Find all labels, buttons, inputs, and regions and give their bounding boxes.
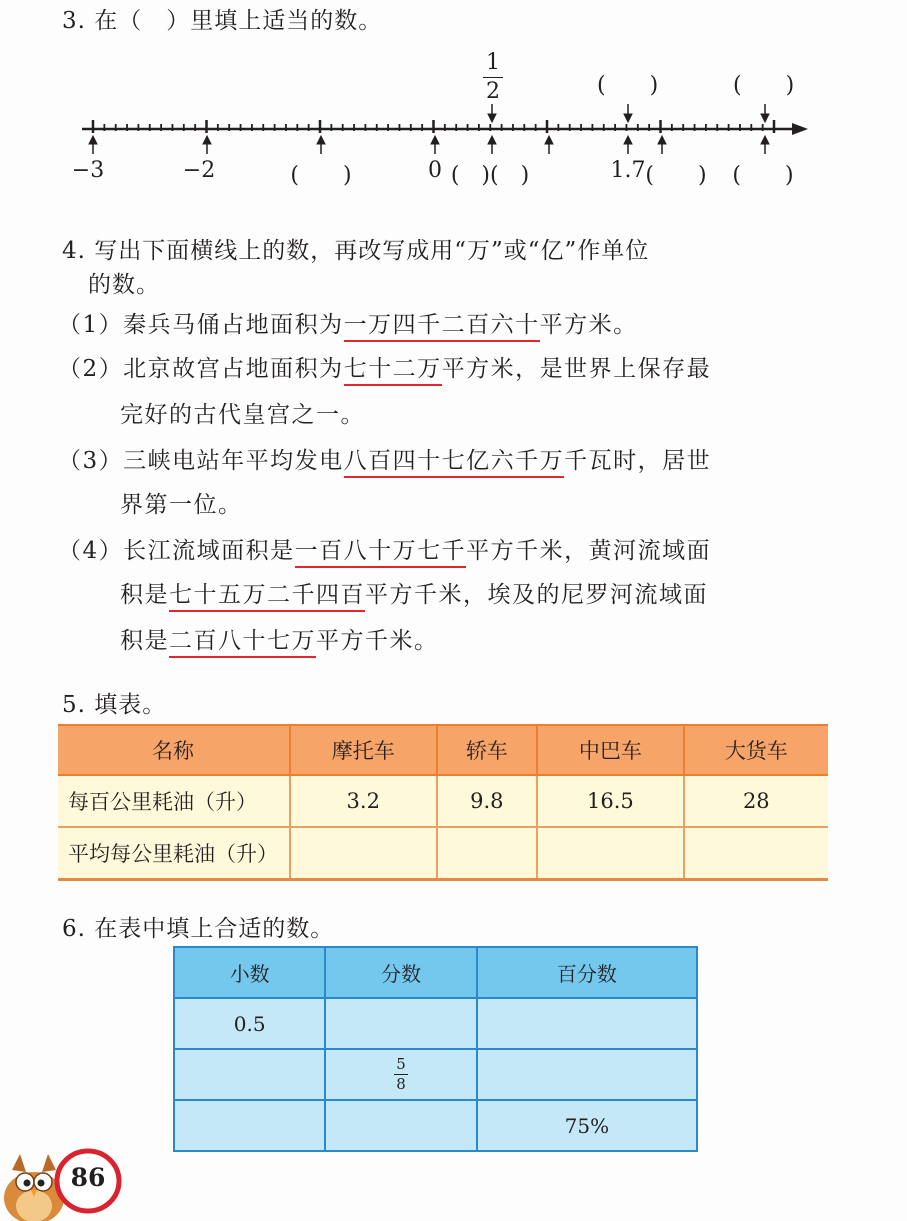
header-fraction: 分数 <box>325 947 476 998</box>
label-minus-3: −3 <box>71 158 105 183</box>
label-zero: 0 <box>428 158 442 183</box>
row-label-per-100km: 每百公里耗油（升） <box>58 775 290 827</box>
q4-item-3-line2: 界第一位。 <box>120 492 243 518</box>
q4-item-2: （2）北京故宫占地面积为七十二万平方米，是世界上保存最 <box>58 350 711 383</box>
number-line-ticks <box>93 120 774 133</box>
label-minus-2: −2 <box>182 158 216 183</box>
header-name: 名称 <box>58 725 290 775</box>
pointer-arrowhead <box>89 136 97 144</box>
value-minibus: 16.5 <box>537 775 684 827</box>
fraction-one-half <box>483 52 503 103</box>
fraction-value: $\frac{5}{8}$ <box>325 1049 476 1100</box>
pointer-arrowhead <box>761 136 769 144</box>
underlined-number: 七十二万 <box>344 356 442 386</box>
underlined-number: 一百八十万七千 <box>295 538 467 568</box>
fraction-denominator: 2 <box>486 79 500 104</box>
blank-below-4: ( ) <box>732 163 794 188</box>
value-car: 9.8 <box>437 775 538 827</box>
empty-cell <box>437 827 538 880</box>
pointer-arrowhead <box>658 136 666 144</box>
pointer-arrowhead <box>431 136 439 144</box>
empty-cell <box>174 1100 325 1151</box>
blank-below-2: ( )( ) <box>450 163 530 188</box>
empty-cell <box>537 827 684 880</box>
underlined-number: 七十五万二千四百 <box>169 582 365 612</box>
blank-above-1: ( ) <box>597 73 659 98</box>
blank-below-1: ( ) <box>290 163 352 188</box>
q4-item-4: （4）长江流域面积是一百八十万七千平方千米，黄河流域面 <box>58 532 711 565</box>
fuel-table <box>58 724 828 881</box>
table-row <box>58 827 828 880</box>
header-minibus: 中巴车 <box>537 725 684 775</box>
pointer-arrowhead <box>545 136 553 144</box>
q4-title-line2: 的数。 <box>88 272 160 298</box>
decimal-value: 0.5 <box>174 998 325 1049</box>
header-decimal: 小数 <box>174 947 325 998</box>
pointer-arrowhead <box>488 114 496 122</box>
percent-value: 75% <box>477 1100 697 1151</box>
header-motorcycle: 摩托车 <box>290 725 437 775</box>
pointer-arrowhead <box>761 114 769 122</box>
q4-title-line1: 4. 写出下面横线上的数，再改写成用“万”或“亿”作单位 <box>62 238 650 264</box>
q4-item-1: （1）秦兵马俑占地面积为一万四千二百六十平方米。 <box>58 306 638 339</box>
empty-cell <box>684 827 828 880</box>
header-percent: 百分数 <box>477 947 697 998</box>
table-header-row <box>174 947 697 998</box>
pointer-arrowhead <box>203 136 211 144</box>
pointer-arrowhead <box>317 136 325 144</box>
q3-title: 3. 在（ ）里填上适当的数。 <box>62 8 383 34</box>
label-1-7: 1.7 <box>610 158 646 183</box>
table-row <box>58 775 828 827</box>
empty-cell <box>325 1100 476 1151</box>
underlined-number: 八百四十七亿六千万 <box>344 448 565 478</box>
underlined-number: 一万四千二百六十 <box>344 312 540 342</box>
q4-item-3: （3）三峡电站年平均发电八百四十七亿六千万千瓦时，居世 <box>58 442 711 475</box>
fraction-numerator: 1 <box>486 50 500 75</box>
number-line-arrowhead <box>792 123 808 135</box>
empty-cell <box>477 998 697 1049</box>
blank-above-2: ( ) <box>733 73 795 98</box>
header-truck: 大货车 <box>684 725 828 775</box>
table-row <box>174 1100 697 1151</box>
underlined-number: 二百八十七万 <box>169 628 316 658</box>
value-motorcycle: 3.2 <box>290 775 437 827</box>
pointer-arrowhead <box>624 136 632 144</box>
page-number: 86 <box>70 1163 106 1192</box>
empty-cell <box>325 998 476 1049</box>
value-truck: 28 <box>684 775 828 827</box>
empty-cell <box>477 1049 697 1100</box>
blank-below-3: ( ) <box>645 163 707 188</box>
table-row <box>174 1049 697 1100</box>
row-label-per-km: 平均每公里耗油（升） <box>58 827 290 880</box>
q6-title: 6. 在表中填上合适的数。 <box>62 916 335 942</box>
header-car: 轿车 <box>437 725 538 775</box>
table-header-row <box>58 725 828 775</box>
q4-item-4-line3: 积是二百八十七万平方千米。 <box>120 622 439 655</box>
q4-item-4-line2: 积是七十五万二千四百平方千米，埃及的尼罗河流域面 <box>120 576 708 609</box>
conversion-table <box>173 946 698 1152</box>
table-row <box>174 998 697 1049</box>
empty-cell <box>174 1049 325 1100</box>
q5-title: 5. 填表。 <box>62 692 167 718</box>
empty-cell <box>290 827 437 880</box>
pointer-arrowhead <box>624 114 632 122</box>
pointer-arrowhead <box>488 136 496 144</box>
q4-item-2-line2: 完好的古代皇宫之一。 <box>120 402 365 428</box>
